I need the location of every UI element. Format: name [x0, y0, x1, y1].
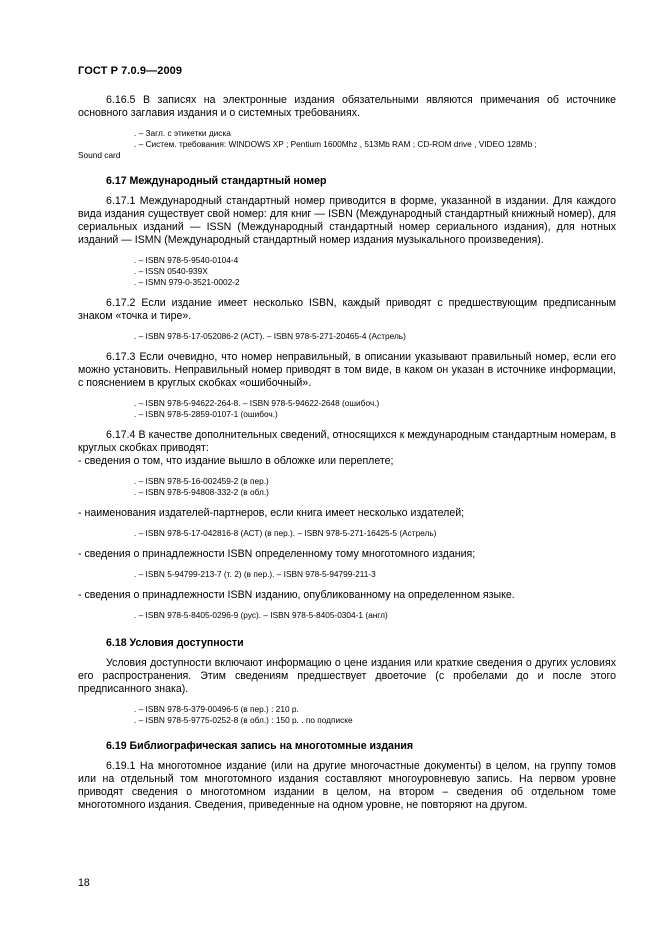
section-heading-6-18: 6.18 Условия доступности [106, 637, 244, 649]
example-line: . – ISBN 978-5-94808-332-2 (в обл.) [134, 487, 269, 497]
example-line: . – ISMN 979-0-3521-0002-2 [134, 277, 240, 287]
paragraph-6-18: Условия доступности включают информацию о цене издания или краткие сведения о других условиях его распространения. Этим сведениям предшествует двоеточие (с пробелами до и после этого предписанного знака). [78, 657, 616, 695]
example-line: . – ISBN 5-94799-213-7 (т. 2) (в пер.). – ISBN 978-5-94799-211-3 [134, 569, 376, 579]
dash-item: - сведения о принадлежности ISBN изданию, опубликованному на определенном языке. [78, 589, 515, 601]
dash-item: - сведения о принадлежности ISBN определенному тому многотомного издания; [78, 548, 476, 560]
example-line: . – ISBN 978-5-16-002459-2 (в пер.) [134, 476, 269, 486]
example-line: . – ISBN 978-5-94622-264-8. – ISBN 978-5-94622-2648 (ошибоч.) [134, 398, 380, 408]
example-block [78, 528, 616, 539]
example-block [78, 128, 616, 161]
paragraph-6-19-1: 6.19.1 На многотомное издание (или на другие многочастные документы) в целом, на группу томов или на отдельный том многотомного издания составляют многоуровневую запись. На первом уровне приводят сведения о многотомном издании в целом, на втором – сведения об отдельном томе многотомного издания. Сведения, приведенные на одном уровне, не повторяют на другом. [78, 760, 616, 811]
paragraph-6-17-1: 6.17.1 Международный стандартный номер приводится в форме, указанной в издании. Для каждого вида издания существует свой номер: для книг — ISBN (Международный стандартный книжный номер), для сериальных изданий — ISSN (Международный стандартный номер сериального издания), для нотных изданий — ISMN (Международный стандартный номер издания музыкального произведения). [78, 195, 616, 246]
page-header: ГОСТ Р 7.0.9—2009 [78, 65, 183, 77]
example-block [78, 255, 616, 288]
example-line: . – ISBN 978-5-8405-0296-9 (рус). – ISBN 978-5-8405-0304-1 (англ) [134, 610, 388, 620]
example-line-continued: Sound card [78, 150, 121, 160]
paragraph-6-16-5: 6.16.5 В записях на электронные издания обязательными являются примечания об источнике основного заглавия издания и о системных требованиях. [78, 94, 616, 119]
example-block [78, 398, 616, 420]
example-block [78, 331, 616, 342]
paragraph-6-17-4: 6.17.4 В качестве дополнительных сведений, относящихся к международным стандартным номерам, в круглых скобках приводят: [78, 429, 616, 454]
example-line: . – ISBN 978-5-2859-0107-1 (ошибоч.) [134, 409, 278, 419]
example-block [78, 610, 616, 621]
example-line: . – ISSN 0540-939X [134, 266, 208, 276]
example-line: . – ISBN 978-5-9775-0252-8 (в обл.) : 150 р. . по подписке [134, 715, 353, 725]
paragraph-6-17-2: 6.17.2 Если издание имеет несколько ISBN, каждый приводят с предшествующим предписанным знаком «точка и тире». [78, 297, 616, 322]
dash-item: - наименования издателей-партнеров, если книга имеет несколько издателей; [78, 507, 465, 519]
example-line: . – ISBN 978-5-17-042816-8 (АСТ) (в пер.). – ISBN 978-5-271-16425-5 (Астрель) [134, 528, 437, 538]
page-content [78, 94, 616, 820]
section-heading-6-17: 6.17 Международный стандартный номер [106, 175, 327, 187]
example-line: . – ISBN 978-5-9540-0104-4 [134, 255, 239, 265]
example-block [78, 704, 616, 726]
example-line: . – Загл. с этикетки диска [134, 128, 231, 138]
section-heading-6-19: 6.19 Библиографическая запись на многотомные издания [106, 740, 414, 752]
paragraph-6-17-3: 6.17.3 Если очевидно, что номер неправильный, в описании указывают правильный номер, если его можно установить. Неправильный номер приводят в том виде, в каком он указан в источнике информации, с пояснением в круглых скобках «ошибочный». [78, 351, 616, 389]
example-block [78, 476, 616, 498]
example-block [78, 569, 616, 580]
dash-item: - сведения о том, что издание вышло в обложке или переплете; [78, 455, 394, 467]
example-line: . – Систем. требования: WINDOWS XP ; Pentium 1600Mhz , 513Mb RAM ; CD-ROM drive , VIDEO 128Mb ; [134, 139, 537, 149]
example-line: . – ISBN 978-5-17-052086-2 (АСТ). – ISBN 978-5-271-20465-4 (Астрель) [134, 331, 406, 341]
page-number: 18 [78, 877, 90, 889]
example-line: . – ISBN 978-5-379-00496-5 (в пер.) : 210 р. [134, 704, 299, 714]
